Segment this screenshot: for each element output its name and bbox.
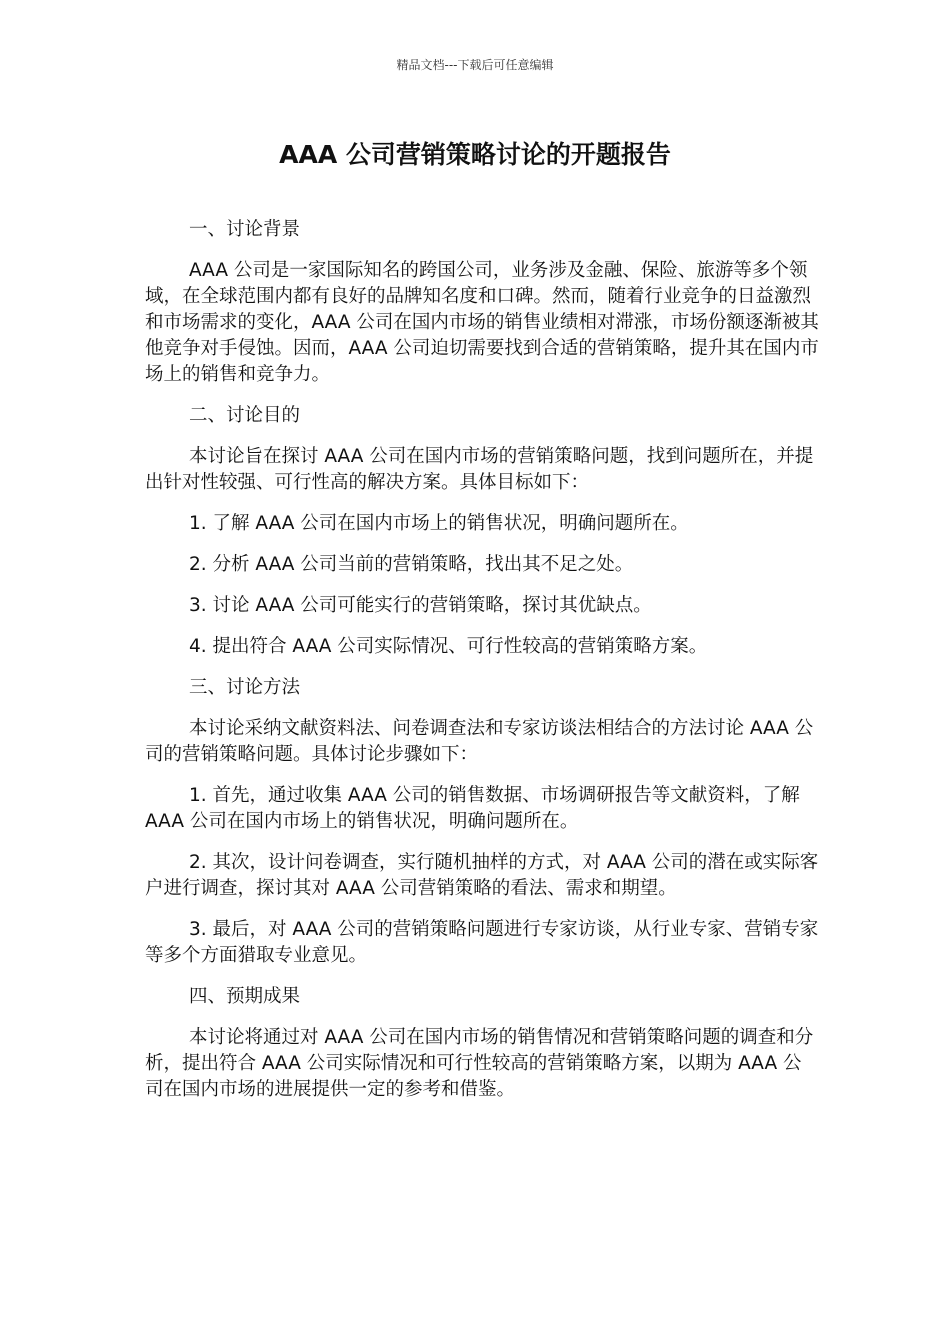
section-paragraph-results: 本讨论将通过对 AAA 公司在国内市场的销售情况和营销策略问题的调查和分析，提出符合 AAA 公司实际情况和可行性较高的营销策略方案，以期为 AAA 公司在国内市场的进展提供一定的参考和借鉴。 [145, 1027, 814, 1100]
method-list-item: 3. 最后，对 AAA 公司的营销策略问题进行专家访谈，从行业专家、营销专家等多个方面猎取专业意见。 [145, 919, 819, 966]
purpose-list-item: 4. 提出符合 AAA 公司实际情况、可行性较高的营销策略方案。 [189, 636, 708, 657]
page-header: 精品文档---下载后可任意编辑 [396, 58, 554, 72]
section-paragraph-background: AAA 公司是一家国际知名的跨国公司，业务涉及金融、保险、旅游等多个领域，在全球范围内都有良好的品牌知名度和口碑。然而，随着行业竞争的日益激烈和市场需求的变化，AAA 公司在国内市场的销售业绩相对滞涨，市场份额逐渐被其他竞争对手侵蚀。因而，AAA 公司迫切需要找到合适的营销策略，提升其在国内市场上的销售和竞争力。 [145, 260, 819, 385]
section-heading-purpose: 二、讨论目的 [189, 405, 301, 426]
purpose-list-item: 2. 分析 AAA 公司当前的营销策略，找出其不足之处。 [189, 554, 634, 575]
document-body [145, 217, 820, 1118]
section-heading-method: 三、讨论方法 [189, 677, 301, 698]
section-heading-results: 四、预期成果 [189, 986, 301, 1007]
section-heading-background: 一、讨论背景 [189, 219, 301, 240]
section-paragraph-purpose: 本讨论旨在探讨 AAA 公司在国内市场的营销策略问题，找到问题所在，并提出针对性较强、可行性高的解决方案。具体目标如下： [145, 446, 814, 493]
section-paragraph-method: 本讨论采纳文献资料法、问卷调查法和专家访谈法相结合的方法讨论 AAA 公司的营销策略问题。具体讨论步骤如下： [145, 718, 814, 765]
method-list-item: 2. 其次，设计问卷调查，实行随机抽样的方式，对 AAA 公司的潜在或实际客户进行调查，探讨其对 AAA 公司营销策略的看法、需求和期望。 [145, 852, 819, 899]
purpose-list-item: 1. 了解 AAA 公司在国内市场上的销售状况，明确问题所在。 [189, 513, 689, 534]
method-list-item: 1. 首先，通过收集 AAA 公司的销售数据、市场调研报告等文献资料，了解 AAA 公司在国内市场上的销售状况，明确问题所在。 [145, 785, 800, 832]
purpose-list-item: 3. 讨论 AAA 公司可能实行的营销策略，探讨其优缺点。 [189, 595, 652, 616]
document-title: AAA 公司营销策略讨论的开题报告 [279, 140, 671, 169]
